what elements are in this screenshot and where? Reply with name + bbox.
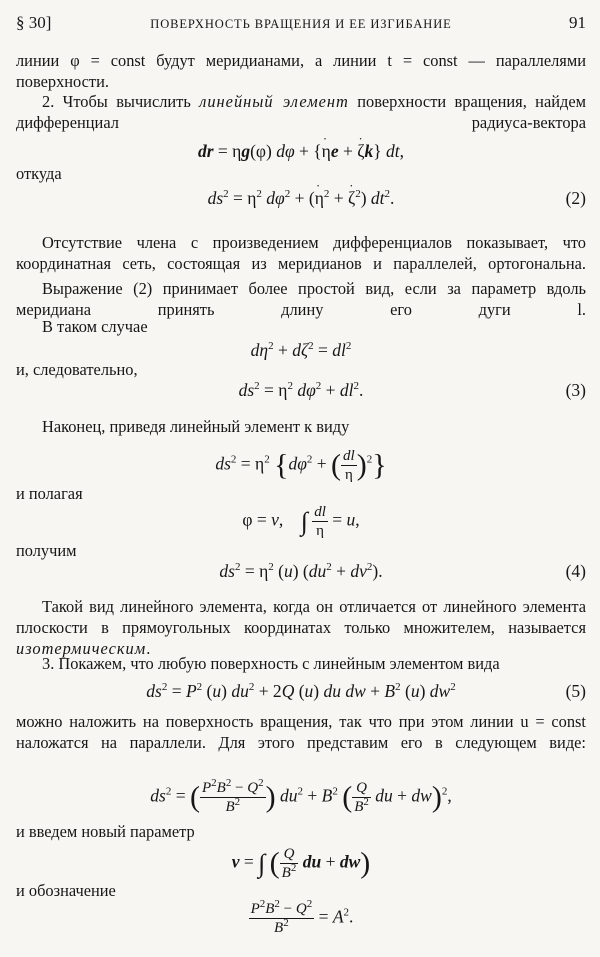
- equation-4-number: (4): [565, 561, 586, 581]
- equation-notation: $\frac{P^2B^2 - Q^2}{B^2}$ = $A^2$.: [250, 898, 354, 936]
- paragraph-2: [16, 91, 586, 133]
- p6-text: Такой вид линейного элемента, когда он отличается от линейного элемента плоскости в прямоугольных координатах только множителем, называется: [16, 597, 586, 637]
- equation-linear-element-form: $ds^2 = \eta^2$ {$d\varphi^2$ + ( $\frac{dl}{\eta}$ )$^2$}: [215, 448, 387, 483]
- phrase-v-takom-sluchae: В таком случае: [42, 317, 148, 336]
- term-isothermal: изотермическим: [16, 639, 147, 658]
- equation-3: $ds^2 = \eta^2$ $d\varphi^2 + dl^2$. (3): [238, 380, 586, 400]
- equation-2: $ds^2 = \eta^2$ $d\varphi^2 + (\eta$ ˙$^2$ + ζ ˙$^2$) $dt^2$. (2): [16, 188, 586, 228]
- paragraph-7: 3. Покажем, что любую поверхность с линейным элементом вида: [42, 654, 500, 673]
- p2-suffix: поверхности вращения, найдем дифференциал радиуса-вектора: [16, 92, 586, 132]
- phrase-vvedem-parametr: и введем новый параметр: [16, 822, 195, 841]
- phrase-oboznachenie: и обозначение: [16, 881, 116, 900]
- p2-prefix: 2. Чтобы вычислить: [42, 92, 200, 111]
- section-number: § 30]: [16, 13, 52, 32]
- running-title: ПОВЕРХНОСТЬ ВРАЩЕНИЯ И ЕЕ ИЗГИБАНИЕ: [150, 17, 452, 31]
- paragraph-8: можно наложить на поверхность вращения, так что при этом линии u = const наложатся на параллели. Для этого представим его в следующем виде:: [16, 712, 586, 752]
- word-poluchim: получим: [16, 541, 77, 560]
- page-number: 91: [569, 13, 586, 32]
- equation-2-number: (2): [565, 188, 586, 208]
- equation-5: $ds^2 = P^2$ (u) $du^2 + 2Q$ (u) du dw + $B^2$ (u) $dw^2$ (5): [146, 681, 586, 701]
- phrase-sledovatelno: и, следовательно,: [16, 360, 138, 379]
- equation-radius-vector: dr = ηg(φ) dφ + {η ˙e + ζ ˙k} dt,: [16, 141, 586, 181]
- paragraph-6: [16, 596, 586, 659]
- running-header: [16, 12, 586, 34]
- p6-end: .: [146, 639, 151, 658]
- paragraph-4: Выражение (2) принимает более простой вид, если за параметр вдоль меридиана принять длину его дуги l.: [16, 279, 586, 319]
- equation-4: $ds^2 = \eta^2$ (u) $(du^2 + dv^2)$. (4): [219, 561, 586, 581]
- paragraph-3: Отсутствие члена с произведением дифференциалов показывает, что координатная сеть, состоящая из меридианов и параллелей, ортогональна.: [16, 233, 586, 273]
- paragraph-5: Наконец, приведя линейный элемент к виду: [42, 417, 350, 436]
- equation-new-parameter: v = ∫ ( $\frac{Q}{B^2}$ du + dw): [231, 846, 371, 881]
- term-linear-element: линейный элемент: [199, 92, 349, 111]
- word-otkuda: откуда: [16, 164, 62, 183]
- equation-3-number: (3): [565, 380, 586, 400]
- equation-rewritten: $ds^2$ = ( $\frac{P^2B^2 - Q^2}{B^2}$ ) $du^2 + B^2$ ( $\frac{Q}{B^2}$ du + dw)$^2$,: [150, 777, 452, 815]
- phrase-polagaya: и полагая: [16, 484, 83, 503]
- paragraph-intro: линии φ = const будут меридианами, а линии t = const — параллелями поверхности.: [16, 51, 586, 91]
- equation-arc-length: $d\eta^2 + d\zeta^2 = dl^2$: [250, 340, 352, 360]
- equation-substitution: φ = v, ∫ $\frac{dl}{\eta}$ = u,: [242, 504, 360, 539]
- equation-5-number: (5): [565, 681, 586, 701]
